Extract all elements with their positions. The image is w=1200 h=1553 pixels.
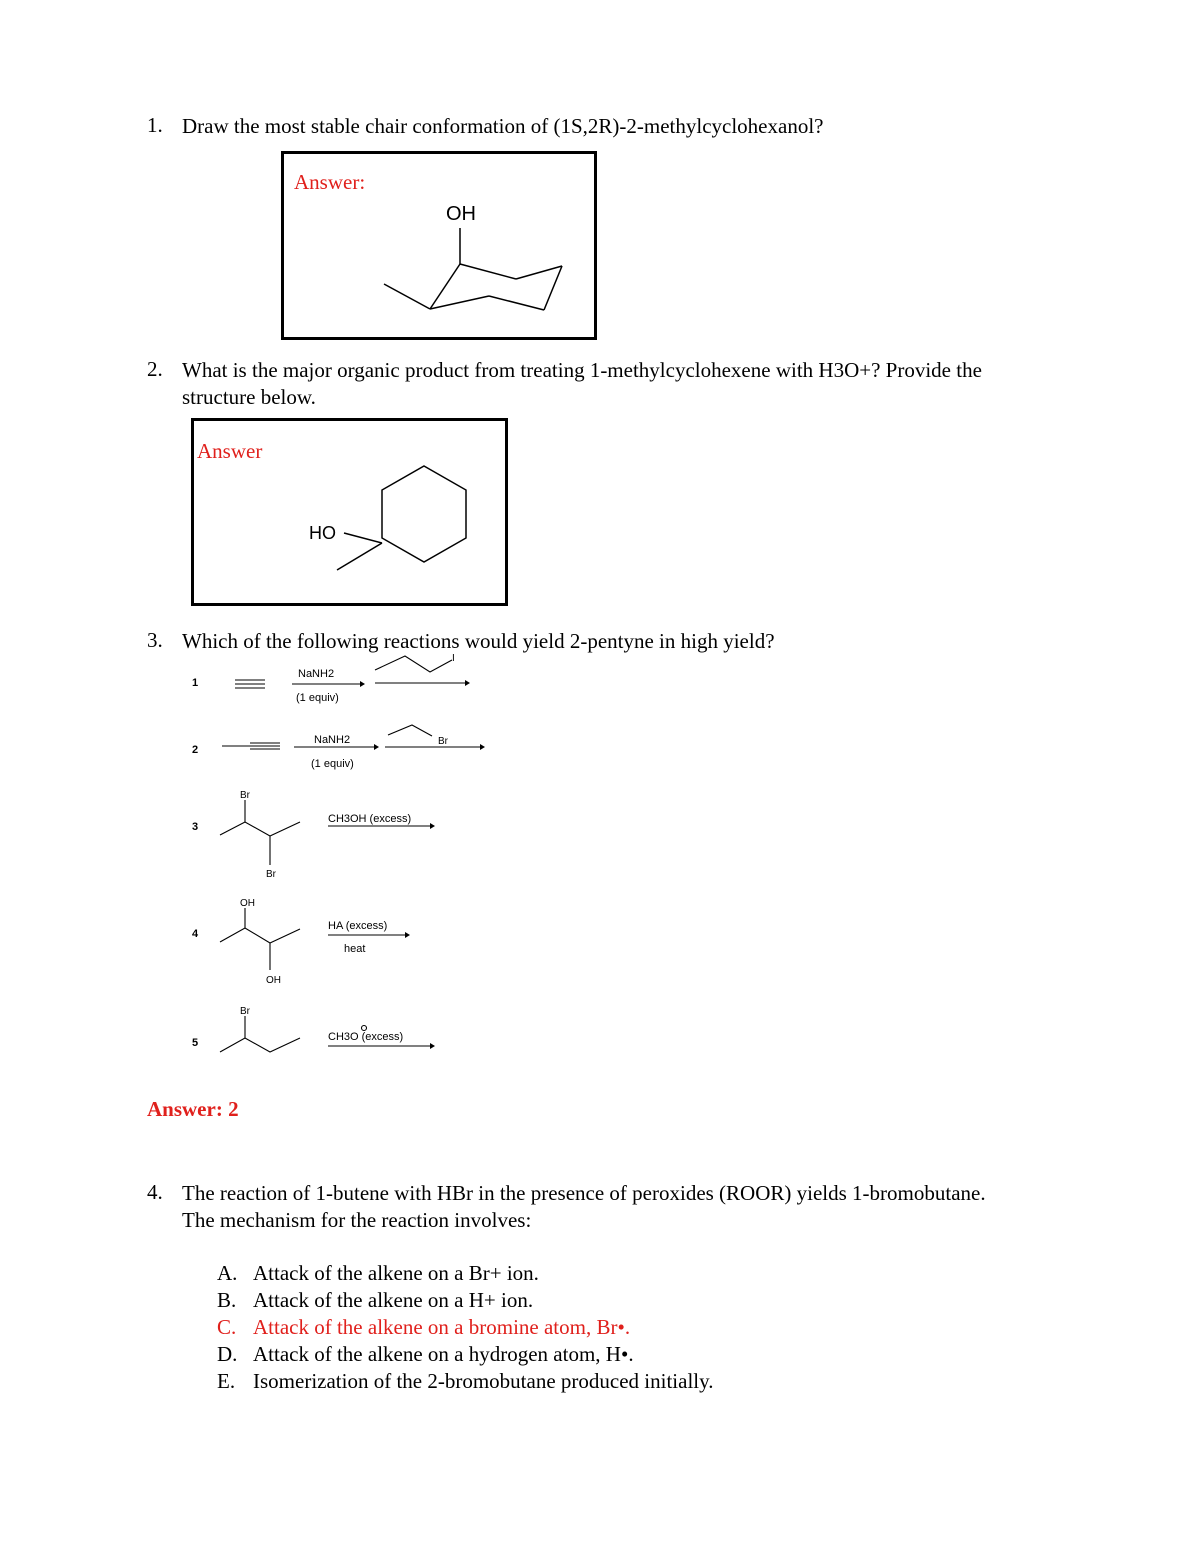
q2-number: 2. xyxy=(147,357,163,381)
q1-answer-box xyxy=(281,151,597,340)
q4-option-c-text: Attack of the alkene on a bromine atom, Br•. xyxy=(253,1315,631,1339)
q4-option-d xyxy=(217,1341,634,1368)
q4-option-d-text: Attack of the alkene on a hydrogen atom, H•. xyxy=(253,1342,634,1366)
reaction-3-sub-top: Br xyxy=(240,790,250,801)
q4-option-a-text: Attack of the alkene on a Br+ ion. xyxy=(253,1261,539,1285)
reaction-3-reagent: CH3OH (excess) xyxy=(328,813,412,825)
q2-answer-label: Answer xyxy=(197,439,263,463)
reaction-1-halide: I xyxy=(452,653,455,664)
q3-text: Which of the following reactions would yield 2-pentyne in high yield? xyxy=(182,629,775,653)
reaction-1-number: 1 xyxy=(192,677,199,689)
q2-text-line1: What is the major organic product from treating 1-methylcyclohexene with H3O+? Provide the xyxy=(182,358,982,382)
reaction-5-number: 5 xyxy=(192,1037,199,1049)
reaction-4-condition: heat xyxy=(344,943,366,955)
q2-text-line2: structure below. xyxy=(182,385,316,409)
q4-number: 4. xyxy=(147,1180,163,1204)
q4-option-e-letter: E. xyxy=(217,1369,236,1393)
reaction-5-arrowhead xyxy=(430,1043,435,1049)
q4-text-line1: The reaction of 1-butene with HBr in the presence of peroxides (ROOR) yields 1-bromobutane. xyxy=(182,1181,986,1205)
q4-option-e-text: Isomerization of the 2-bromobutane produced initially. xyxy=(253,1369,714,1393)
q4-option-b-letter: B. xyxy=(217,1288,237,1312)
reaction-2-condition: (1 equiv) xyxy=(311,758,354,770)
reaction-4-reagent: HA (excess) xyxy=(328,920,388,932)
reaction-3-number: 3 xyxy=(192,821,199,833)
reaction-2-arrowhead-1 xyxy=(374,744,379,750)
reaction-4-arrowhead xyxy=(405,932,410,938)
q3-reactions-scheme xyxy=(180,650,540,1070)
q3-number: 3. xyxy=(147,628,163,652)
q1-text: Draw the most stable chair conformation of (1S,2R)-2-methylcyclohexanol? xyxy=(182,114,824,138)
reaction-5-sub-top: Br xyxy=(240,1006,250,1017)
reaction-4-number: 4 xyxy=(192,928,199,940)
q4-option-b-text: Attack of the alkene on a H+ ion. xyxy=(253,1288,534,1312)
q2-ho-label: HO xyxy=(309,523,336,543)
q4-option-c-correct xyxy=(217,1314,630,1341)
q4-option-d-letter: D. xyxy=(217,1342,238,1366)
q1-chair-structure xyxy=(284,154,594,337)
q4-option-e xyxy=(217,1368,714,1395)
reaction-2-arrowhead-2 xyxy=(480,744,485,750)
reaction-2-number: 2 xyxy=(192,744,199,756)
reaction-1-reagent: NaNH2 xyxy=(298,668,335,680)
reaction-1-arrowhead-1 xyxy=(360,681,365,687)
q4-option-b xyxy=(217,1287,533,1314)
q4-option-a xyxy=(217,1260,539,1287)
q3-answer: Answer: 2 xyxy=(147,1097,239,1121)
q1-answer-label: Answer: xyxy=(294,170,366,194)
q4-option-c-letter: C. xyxy=(217,1315,237,1339)
reaction-5-reagent: CH3O (excess) xyxy=(328,1031,404,1043)
reaction-3-sub-bottom: Br xyxy=(266,869,276,880)
reaction-4-sub-bottom: OH xyxy=(266,975,281,986)
q1-oh-label: OH xyxy=(446,203,476,225)
q2-answer-box xyxy=(191,418,508,606)
q4-option-a-letter: A. xyxy=(217,1261,238,1285)
reaction-4-sub-top: OH xyxy=(240,898,255,909)
q1-number: 1. xyxy=(147,113,163,137)
q4-text-line2: The mechanism for the reaction involves: xyxy=(182,1208,532,1232)
reaction-1-condition: (1 equiv) xyxy=(296,692,339,704)
reaction-2-reagent: NaNH2 xyxy=(314,734,351,746)
reaction-3-arrowhead xyxy=(430,823,435,829)
reaction-2-halide: Br xyxy=(438,736,448,747)
reaction-1-arrowhead-2 xyxy=(465,680,470,686)
q2-cyclohexanol-structure xyxy=(194,421,505,603)
